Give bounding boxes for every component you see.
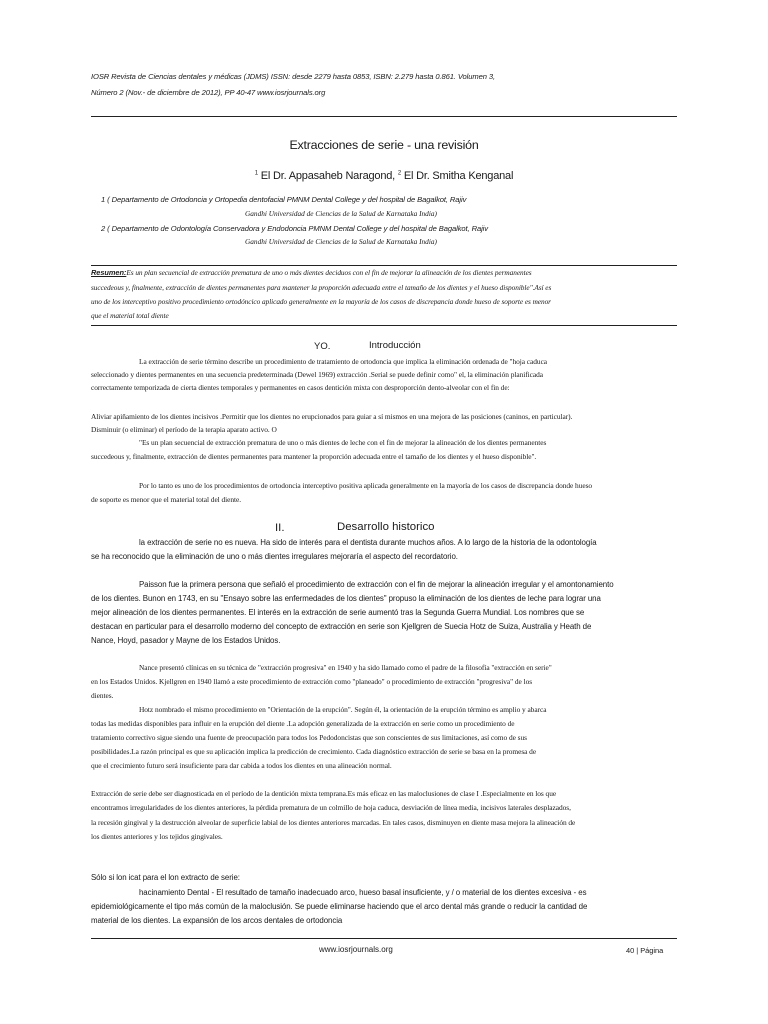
text-line: material de los dientes. La expansión de los arcos dentales de ortodoncia	[91, 916, 343, 925]
journal-header-line2: Número 2 (Nov.- de diciembre de 2012), PP 40-47 www.iosrjournals.org	[91, 88, 326, 97]
text-line: en los Estados Unidos. Kjellgren en 1940 llamó a este procedimiento de extracción como "planeado" o procedimiento de extracción "progresiva" de los	[91, 677, 533, 686]
section-2-number: II.	[275, 522, 285, 534]
text-line: tratamiento correctivo sigue siendo una fuente de preocupación para todos los Pedodoncistas que son conscientes de sus limitaciones, así como de sus	[91, 733, 527, 742]
abstract-text: Es un plan secuencial de extracción prematura de uno o más dientes deciduos con el fin de mejorar la alineación de los dientes permanentes	[126, 268, 532, 277]
journal-header-line1: IOSR Revista de Ciencias dentales y médicas (JDMS) ISSN: desde 2279 hasta 0853, ISBN: 2.279 hasta 0.861. Volumen 3,	[91, 72, 495, 81]
text-line: "Es un plan secuencial de extracción prematura de uno o más dientes de leche con el fin de mejorar la alineación de los dientes permanentes	[139, 438, 547, 447]
text-line: Disminuir (o eliminar) el período de la terapia aparato activo. O	[91, 425, 277, 434]
text-line: hacinamiento Dental - El resultado de tamaño inadecuado arco, hueso basal insuficiente, y / o material de los dientes excesiva - es	[139, 888, 587, 897]
text-line: mejor alineación de los dientes permanentes. El interés en la extracción de serie aumentó tras la Segunda Guerra Mundial. Los nombres que se	[91, 608, 585, 617]
affiliation-2	[101, 224, 488, 233]
page-number: 40 | Página	[626, 946, 664, 955]
abstract-line: uno de los interceptivo positivo procedimiento ortodóncico aplicado generalmente en la mayoría de los casos de discrepancia donde hueso de soporte es menor	[91, 297, 551, 306]
author-2-mark: 2	[397, 170, 402, 177]
authors-line	[0, 170, 768, 182]
text-line: de los dientes. Bunon en 1743, en su "Ensayo sobre las enfermedades de los dientes" propuso la eliminación de los dientes de leche para lograr una	[91, 594, 601, 603]
section-2-title: Desarrollo historico	[337, 521, 435, 533]
text-line: epidemiológicamente el tipo más común de la maloclusión. Se puede eliminarse haciendo que el arco dental más grande o reducir la cantidad de	[91, 902, 588, 911]
subheading: Sólo si lon icat para el lon extracto de serie:	[91, 873, 240, 882]
affiliation-1	[101, 195, 466, 204]
text-line: correctamente temporizada de cierta dientes temporales y permanentes en casos dentición mixta con desproporción dento-alveolar con el fin de:	[91, 383, 510, 392]
section-1-number: YO.	[314, 341, 331, 352]
affiliation-2-line2: Gandhi Universidad de Ciencias de la Salud de Karnataka India)	[245, 237, 437, 246]
text-line: dientes.	[91, 691, 114, 700]
footer-url: www.iosrjournals.org	[319, 945, 393, 954]
text-line: Extracción de serie debe ser diagnosticada en el período de la dentición mixta temprana.Es más eficaz en las maloclusiones de clase I .Especialmente en los que	[91, 789, 557, 798]
text-line: Aliviar apiñamiento de los dientes incisivos .Permitir que los dientes no erupcionados para guiar a sí mismos en una mejora de las posiciones (caninos, en particular).	[91, 412, 573, 421]
author-1-mark: 1	[254, 170, 258, 177]
text-line: destacan en particular para el desarrollo moderno del concepto de extracción en serie son Kjellgren de Suecia Hotz de Suiza, Australia y Heath de	[91, 622, 592, 631]
text-line: los dientes anteriores y los tejidos gingivales.	[91, 832, 223, 841]
text-line: seleccionado y dientes permanentes en una secuencia predeterminada (Dewel 1969) extracción .Serial se puede definir como" el, la eliminación planificada	[91, 370, 544, 379]
text-line: que el crecimiento futuro será insuficiente para dar cabida a todos los dientes en una alineación normal.	[91, 761, 392, 770]
abstract-line: que el material total diente	[91, 311, 169, 320]
paper-title: Extracciones de serie - una revisión	[289, 138, 479, 152]
text-line: posibilidades.La razón principal es que su aplicación implica la predicción de crecimiento. Cada diagnóstico extracción de serie se basa en la promesa de	[91, 747, 537, 756]
text-line: de soporte es menor que el material total del diente.	[91, 495, 242, 504]
text-line: Nance presentó clínicas en su técnica de "extracción progresiva" en 1940 y ha sido llamado como el padre de la filosofía "extracción en serie"	[139, 663, 552, 672]
text-line: la recesión gingival y la destrucción alveolar de superficie labial de los dientes anteriores marcadas. En tales casos, disminuyen en diente masa mejora la alineación de	[91, 818, 576, 827]
text-line: Paisson fue la primera persona que señaló el procedimiento de extracción con el fin de mejorar la alineación irregular y el amontonamiento	[139, 580, 614, 589]
abstract-line	[91, 268, 532, 277]
text-line: Hotz nombrado el mismo procedimiento en "Orientación de la erupción". Según él, la orientación de la erupción término es amplio y abarca	[139, 705, 547, 714]
author-1: El Dr. Appasaheb Naragond,	[260, 170, 396, 182]
affiliation-1-line2: Gandhi Universidad de Ciencias de la Salud de Karnataka India)	[245, 209, 437, 218]
author-2: El Dr. Smitha Kenganal	[403, 170, 514, 182]
affiliation-1-line1: Departamento de Ortodoncia y Ortopedia dentofacial PMNM Dental College y del hospital de Bagalkot, Rajiv	[111, 195, 467, 204]
text-line: se ha reconocido que la eliminación de uno o más dientes irregulares mejoraría el aspecto del recordatorio.	[91, 552, 458, 561]
affiliation-1-mark: 1 (	[101, 195, 110, 204]
section-1-title: Introducción	[369, 340, 421, 351]
text-line: la extracción de serie no es nueva. Ha sido de interés para el dentista durante muchos años. A lo largo de la historia de la odontología	[139, 538, 597, 547]
abstract-line: succedeous y, finalmente, extracción de dientes permanentes para mantener la proporción adecuada entre el tamaño de los dientes y el hueso disponible".Así es	[91, 283, 552, 292]
affiliation-2-line1: Departamento de Odontología Conservadora y Endodoncia PMNM Dental College y del hospital de Bagalkot, Rajiv	[111, 224, 488, 233]
footer-rule	[91, 938, 677, 939]
abstract-label: Resumen:	[91, 268, 127, 277]
header-rule	[91, 116, 677, 117]
text-line: Nance, Hoyd, pasador y Mayne de los Estados Unidos.	[91, 636, 281, 645]
affiliation-2-mark: 2 (	[101, 224, 110, 233]
text-line: La extracción de serie término describe un procedimiento de tratamiento de ortodoncia que implica la eliminación ordenada de "hoja caduca	[139, 357, 548, 366]
text-line: succedeous y, finalmente, extracción de dientes permanentes para mantener la proporción adecuada entre el tamaño de los dientes y el hueso disponible".	[91, 452, 537, 461]
text-line: todas las medidas disponibles para influir en la erupción del diente .La adopción generalizada de la extracción en serie como un procedimiento de	[91, 719, 515, 728]
text-line: Por lo tanto es uno de los procedimientos de ortodoncia interceptivo positiva aplicada generalmente en la mayoría de los casos de discrepancia donde hueso	[139, 481, 593, 490]
text-line: encontramos irregularidades de los dientes anteriores, la pérdida prematura de un colmillo de hoja caduca, desviación de línea media, incisivos laterales desplazados,	[91, 803, 571, 812]
